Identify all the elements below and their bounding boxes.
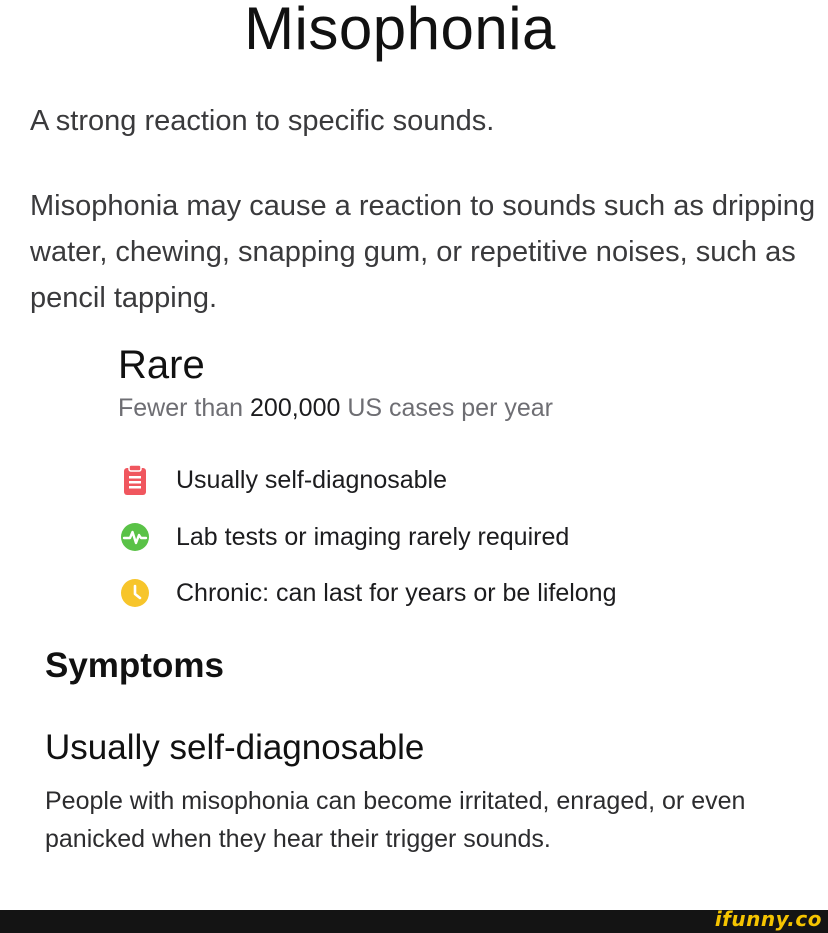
prevalence-prefix: Fewer than — [118, 394, 244, 422]
clipboard-icon — [118, 463, 152, 497]
fact-lab-tests — [118, 519, 569, 555]
symptoms-heading: Symptoms — [45, 646, 224, 685]
page-title: Misophonia — [244, 0, 556, 62]
page-subtitle: A strong reaction to specific sounds. — [30, 105, 495, 137]
clock-icon — [118, 576, 152, 610]
symptoms-subheading: Usually self-diagnosable — [45, 728, 425, 767]
heartbeat-icon — [118, 520, 152, 554]
prevalence-detail — [118, 394, 553, 423]
fact-self-diagnosable — [118, 462, 447, 498]
footer-bar — [0, 907, 828, 933]
symptoms-text: People with misophonia can become irritated, enraged, or even panicked when they hear their trigger sounds. — [45, 787, 746, 853]
fact-chronic — [118, 575, 617, 611]
ifunny-watermark: ifunny.co — [714, 907, 822, 931]
fact-label: Chronic: can last for years or be lifelong — [176, 578, 617, 607]
fact-label: Lab tests or imaging rarely required — [176, 522, 570, 551]
fact-label: Usually self-diagnosable — [176, 465, 447, 494]
condition-description: Misophonia may cause a reaction to sounds such as dripping water, chewing, snapping gum, or repetitive noises, such as pencil tapping. — [30, 190, 816, 314]
prevalence-count: 200,000 — [250, 394, 341, 422]
prevalence-heading: Rare — [118, 343, 205, 387]
prevalence-suffix: US cases per year — [347, 394, 553, 422]
